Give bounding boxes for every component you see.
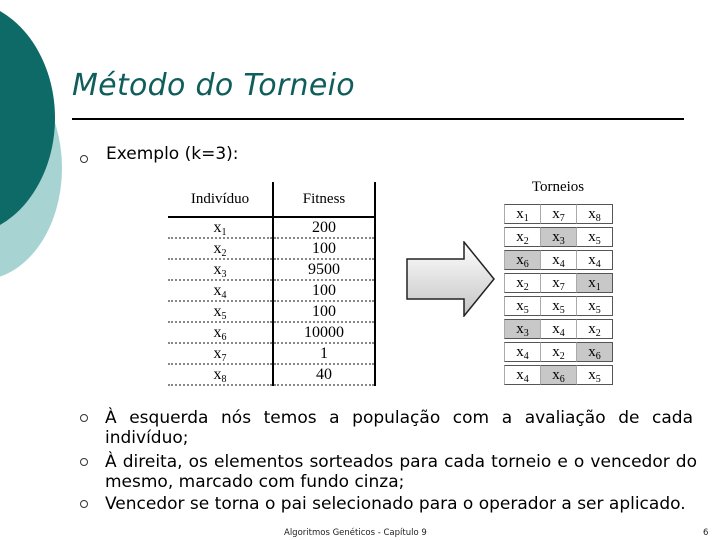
individual-index: 1 [523, 213, 529, 224]
example-label: Exemplo (k=3): [106, 144, 239, 163]
page-number: 6 [703, 528, 709, 538]
individual-symbol: x [552, 298, 560, 314]
individual-index: 5 [595, 374, 601, 385]
population-row [168, 364, 375, 385]
individual-symbol: x [213, 219, 222, 236]
individual-index: 8 [595, 213, 601, 224]
fitness-cell: 10000 [273, 322, 375, 343]
individual-index: 7 [559, 213, 565, 224]
individual-symbol: x [552, 275, 560, 291]
individual-index: 3 [559, 236, 565, 247]
individual-index: 2 [559, 351, 565, 362]
individual-index: 4 [559, 259, 565, 270]
individual-index: 7 [221, 353, 227, 364]
tournament-cell [540, 342, 576, 362]
tournament-cell [504, 365, 540, 385]
tournament-winner-cell [576, 273, 613, 293]
bullet-marker [80, 458, 88, 466]
bullet-text-1: À esquerda nós temos a população com a avaliação de cada indivíduo; [105, 408, 693, 448]
individual-cell [168, 322, 273, 343]
individual-symbol: x [588, 344, 596, 360]
individual-index: 4 [595, 259, 601, 270]
bullet-marker [80, 500, 88, 508]
tournament-row [504, 227, 613, 247]
individual-symbol: x [588, 321, 596, 337]
individual-symbol: x [588, 229, 596, 245]
individual-symbol: x [552, 206, 560, 222]
tournament-cell [504, 273, 540, 293]
tournament-cell [576, 227, 613, 247]
bullet-text-3: Vencedor se torna o pai selecionado para o operador a ser aplicado. [105, 494, 686, 514]
tournament-row [504, 204, 613, 224]
individual-index: 3 [523, 328, 529, 339]
individual-index: 6 [595, 351, 601, 362]
tournament-cell [504, 227, 540, 247]
individual-symbol: x [516, 252, 524, 268]
arrow-icon [406, 241, 496, 317]
individual-symbol: x [516, 367, 524, 383]
individual-index: 4 [221, 290, 227, 301]
individual-symbol: x [588, 298, 596, 314]
tournaments-table [504, 201, 613, 388]
individual-cell [168, 217, 273, 238]
individual-index: 5 [523, 305, 529, 316]
page-title: Método do Torneio [72, 68, 355, 103]
fitness-cell: 40 [273, 364, 375, 385]
tournament-winner-cell [504, 319, 540, 339]
individual-symbol: x [213, 282, 222, 299]
fitness-cell: 200 [273, 217, 375, 238]
individual-symbol: x [516, 206, 524, 222]
individual-cell [168, 343, 273, 364]
bullet-text-2: À direita, os elementos sorteados para cada torneio e o vencedor do mesmo, marcado com fundo cinza; [105, 452, 697, 492]
tournament-row [504, 273, 613, 293]
individual-index: 5 [595, 236, 601, 247]
tournaments-rows [504, 204, 613, 385]
fitness-column-header: Fitness [273, 182, 375, 217]
individual-index: 3 [221, 269, 227, 280]
individual-symbol: x [516, 298, 524, 314]
individual-symbol: x [552, 321, 560, 337]
individual-cell [168, 301, 273, 322]
individual-symbol: x [588, 275, 596, 291]
tournament-cell [540, 273, 576, 293]
individual-symbol: x [516, 275, 524, 291]
fitness-cell: 100 [273, 280, 375, 301]
population-row [168, 343, 375, 364]
bullet-marker [80, 414, 88, 422]
tournament-cell [504, 296, 540, 316]
footer-text: Algoritmos Genéticos - Capítulo 9 [284, 528, 427, 538]
title-underline [72, 118, 684, 120]
tournament-winner-cell [576, 342, 613, 362]
individual-symbol: x [213, 366, 222, 383]
population-row [168, 217, 375, 238]
individual-cell [168, 259, 273, 280]
fitness-cell: 100 [273, 301, 375, 322]
population-header-row [168, 182, 375, 217]
population-row [168, 259, 375, 280]
individual-symbol: x [213, 240, 222, 257]
population-row [168, 280, 375, 301]
individual-symbol: x [552, 344, 560, 360]
individual-symbol: x [213, 303, 222, 320]
individual-cell [168, 238, 273, 259]
tournament-cell [576, 296, 613, 316]
individual-index: 6 [523, 259, 529, 270]
tournament-cell [540, 319, 576, 339]
individual-symbol: x [213, 345, 222, 362]
tournament-cell [540, 250, 576, 270]
tournament-row [504, 250, 613, 270]
individual-symbol: x [213, 261, 222, 278]
individual-symbol: x [588, 252, 596, 268]
individual-index: 1 [221, 227, 227, 238]
tournament-winner-cell [540, 227, 576, 247]
individual-symbol: x [516, 229, 524, 245]
tournament-cell [504, 342, 540, 362]
tournament-row [504, 365, 613, 385]
individual-index: 4 [523, 351, 529, 362]
tournament-row [504, 296, 613, 316]
tournament-winner-cell [504, 250, 540, 270]
individual-index: 2 [595, 328, 601, 339]
tournament-cell [576, 319, 613, 339]
individual-symbol: x [552, 367, 560, 383]
individual-index: 7 [559, 282, 565, 293]
fitness-cell: 100 [273, 238, 375, 259]
individual-column-header: Indivíduo [168, 182, 273, 217]
bullet-marker [80, 155, 88, 163]
individual-index: 5 [595, 305, 601, 316]
individual-index: 2 [523, 282, 529, 293]
individual-symbol: x [588, 367, 596, 383]
fitness-cell: 9500 [273, 259, 375, 280]
tournament-winner-cell [540, 365, 576, 385]
population-row [168, 238, 375, 259]
tournament-cell [540, 296, 576, 316]
individual-index: 8 [221, 374, 227, 385]
individual-symbol: x [213, 324, 222, 341]
tournament-cell [540, 204, 576, 224]
tournament-row [504, 342, 613, 362]
individual-cell [168, 364, 273, 385]
tournament-cell [576, 365, 613, 385]
individual-index: 5 [559, 305, 565, 316]
individual-index: 4 [559, 328, 565, 339]
individual-index: 2 [523, 236, 529, 247]
population-rows [168, 217, 375, 385]
tournament-cell [576, 204, 613, 224]
individual-index: 1 [595, 282, 601, 293]
individual-symbol: x [552, 252, 560, 268]
individual-index: 6 [221, 332, 227, 343]
individual-index: 5 [221, 311, 227, 322]
tournament-row [504, 319, 613, 339]
individual-symbol: x [516, 344, 524, 360]
population-table [168, 182, 376, 386]
individual-index: 6 [559, 374, 565, 385]
individual-symbol: x [588, 206, 596, 222]
individual-index: 2 [221, 248, 227, 259]
tournament-cell [504, 204, 540, 224]
population-row [168, 301, 375, 322]
tournaments-header: Torneios [531, 179, 585, 195]
fitness-cell: 1 [273, 343, 375, 364]
individual-cell [168, 280, 273, 301]
population-row [168, 322, 375, 343]
individual-symbol: x [552, 229, 560, 245]
tournament-cell [576, 250, 613, 270]
individual-index: 4 [523, 374, 529, 385]
individual-symbol: x [516, 321, 524, 337]
